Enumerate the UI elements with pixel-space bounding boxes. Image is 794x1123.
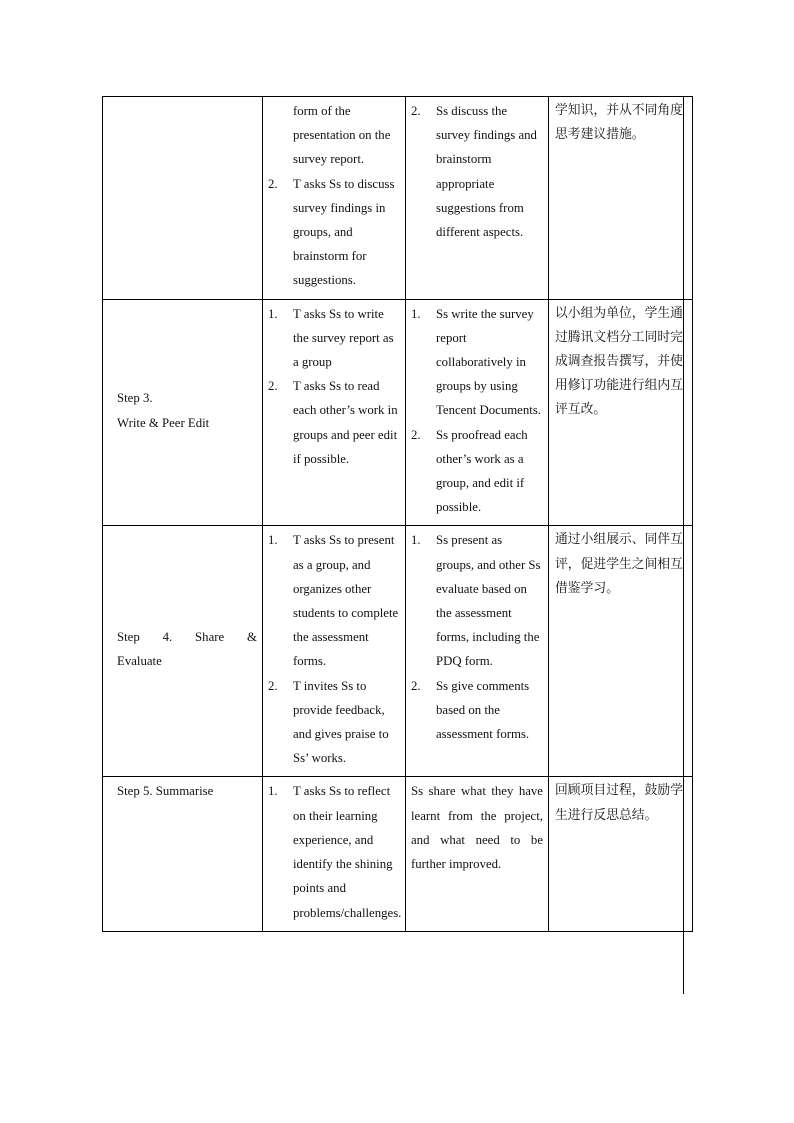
list-item: 1. T asks Ss to reflect on their learning experience, and identify the shining points and problems/challenges. bbox=[268, 784, 402, 920]
list-item: 2. Ss proofread each other’s work as a group, and edit if possible. bbox=[411, 427, 528, 515]
list-item: 2. T asks Ss to read each other’s work in groups and peer edit if possible. bbox=[268, 379, 398, 466]
step-title: Step 3. bbox=[117, 391, 153, 406]
purpose-cell: 通过小组展示、同伴互评，促进学生之间相互借鉴学习。 bbox=[549, 526, 693, 777]
table-border-line bbox=[683, 96, 684, 994]
list-item: 2. Ss give comments based on the assessment forms. bbox=[411, 678, 530, 742]
step-title: Step 5. Summarise bbox=[117, 784, 214, 799]
step-subtitle: Write & Peer Edit bbox=[117, 415, 210, 430]
teacher-activity-cell bbox=[263, 97, 406, 300]
student-activity-text: Ss share what they have learnt from the project, and what need to be further improved. bbox=[411, 784, 543, 872]
list-item: 2. T asks Ss to discuss survey findings in groups, and brainstorm for suggestions. bbox=[268, 176, 395, 288]
step-cell bbox=[103, 526, 263, 777]
teacher-activity-cell bbox=[263, 526, 406, 777]
purpose-cell: 以小组为单位，学生通过腾讯文档分工同时完成调查报告撰写，并使用修订功能进行组内互评互改。 bbox=[549, 299, 693, 526]
student-activity-cell bbox=[406, 526, 549, 777]
list-item: 1. T asks Ss to write the survey report as a group bbox=[268, 306, 394, 370]
step-cell bbox=[103, 97, 263, 300]
student-activity-cell bbox=[406, 299, 549, 526]
table-row bbox=[103, 777, 693, 931]
list-item: form of the presentation on the survey report. bbox=[293, 104, 391, 167]
list-item: 2. Ss discuss the survey findings and brainstorm appropriate suggestions from different aspects. bbox=[411, 104, 537, 240]
lesson-plan-table bbox=[102, 96, 693, 932]
teacher-activity-cell bbox=[263, 299, 406, 526]
list-item: 1. T asks Ss to present as a group, and organizes other students to complete the assessment forms. bbox=[268, 533, 399, 669]
table-row bbox=[103, 97, 693, 300]
student-activity-cell bbox=[406, 777, 549, 931]
step-subtitle: Evaluate bbox=[117, 654, 162, 669]
table-row bbox=[103, 526, 693, 777]
purpose-cell: 回顾项目过程，鼓励学生进行反思总结。 bbox=[549, 777, 693, 931]
step-title: Step 4. Share & bbox=[117, 630, 257, 645]
list-item: 1. Ss present as groups, and other Ss evaluate based on the assessment forms, including the PDQ form. bbox=[411, 533, 541, 669]
list-item: 1. Ss write the survey report collaboratively in groups by using Tencent Documents. bbox=[411, 306, 541, 418]
teacher-activity-cell bbox=[263, 777, 406, 931]
list-item: 2. T invites Ss to provide feedback, and gives praise to Ss’ works. bbox=[268, 678, 389, 766]
table-row bbox=[103, 299, 693, 526]
step-cell bbox=[103, 299, 263, 526]
student-activity-cell bbox=[406, 97, 549, 300]
step-cell bbox=[103, 777, 263, 931]
purpose-cell: 学知识，并从不同角度思考建议措施。 bbox=[549, 97, 693, 300]
